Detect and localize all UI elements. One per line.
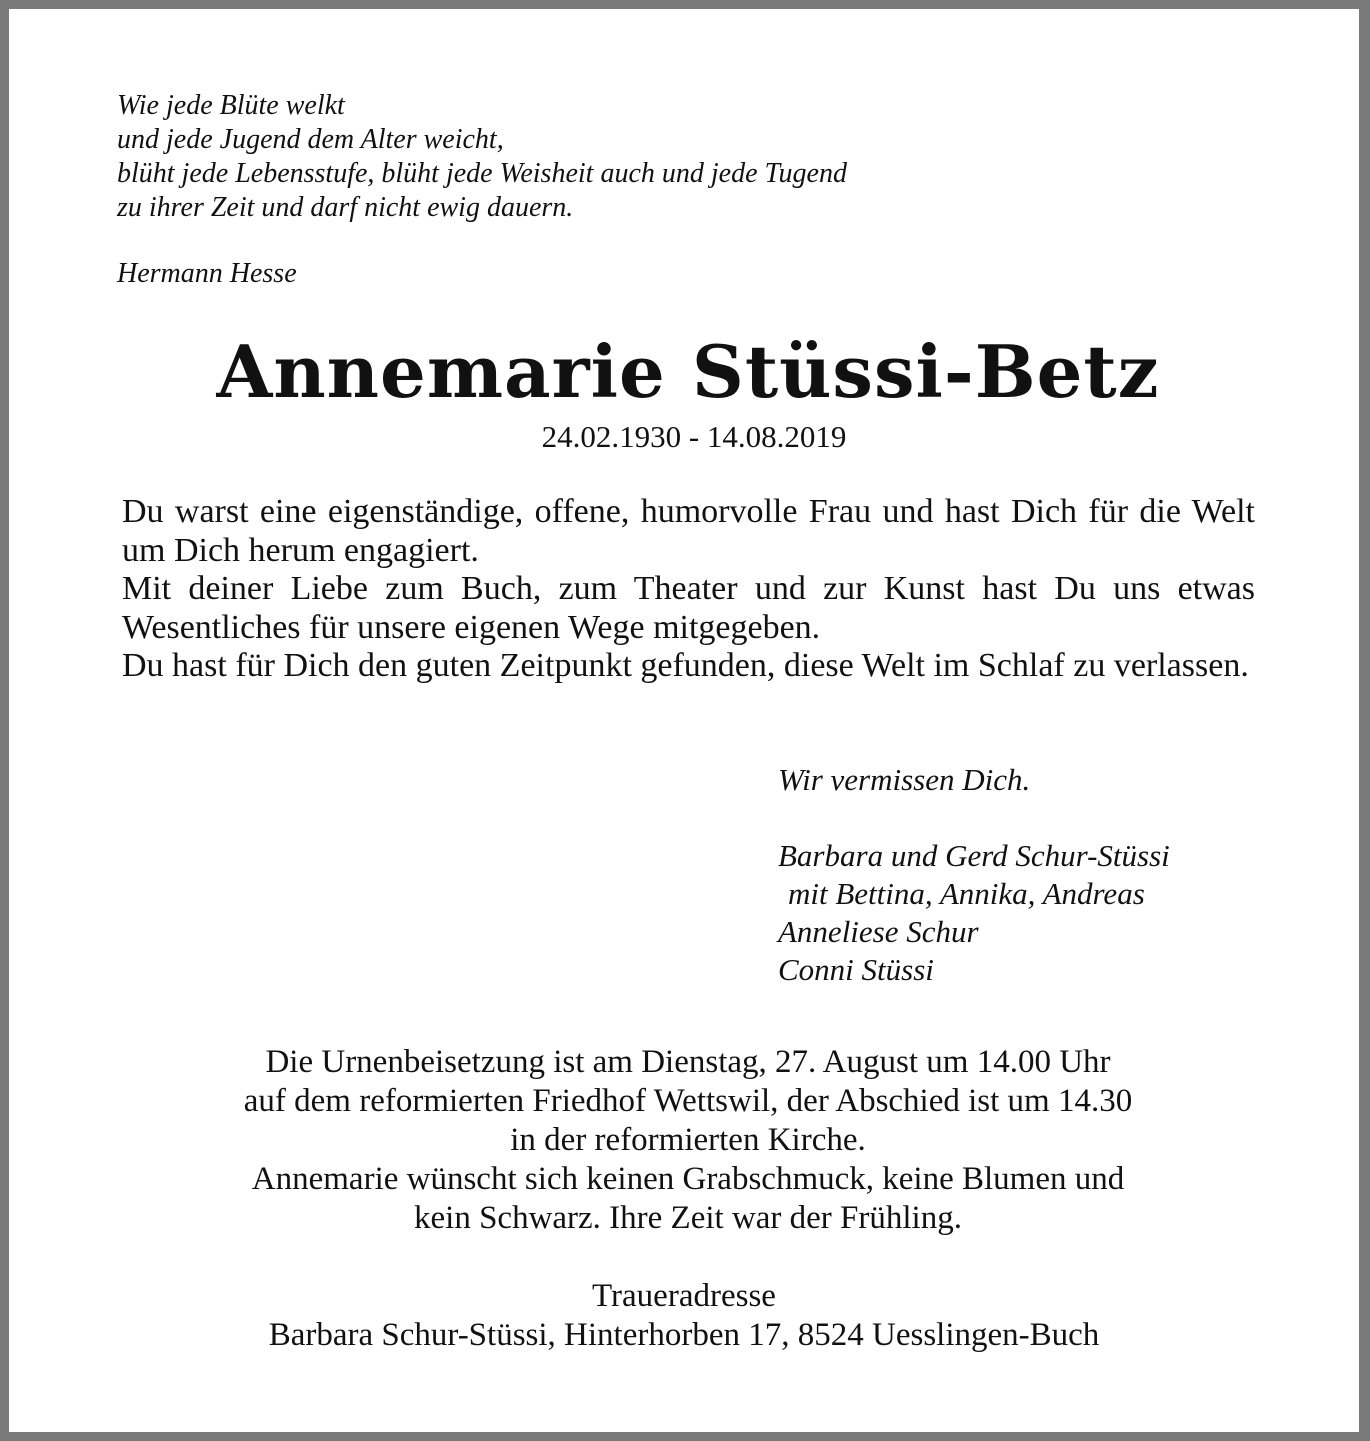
closing-line: Wir vermissen Dich. (778, 762, 1031, 797)
signoff-block (778, 761, 1170, 989)
mourning-address (9, 1277, 1359, 1355)
poem-line: zu ihrer Zeit und darf nicht ewig dauern. (117, 192, 574, 223)
burial-line: in der reformierten Kirche. (510, 1122, 866, 1158)
tribute-text (122, 493, 1255, 686)
burial-notice (9, 1043, 1359, 1238)
address-label: Traueradresse (592, 1278, 776, 1314)
burial-line: Die Urnenbeisetzung ist am Dienstag, 27. August um 14.00 Uhr (265, 1044, 1111, 1080)
tribute-paragraph: Du warst eine eigenständige, offene, humorvolle Frau und hast Dich für die Welt um Dich herum engagiert. (122, 493, 1255, 569)
mourner-name: Conni Stüssi (778, 952, 934, 987)
burial-line: Annemarie wünscht sich keinen Grabschmuck, keine Blumen und (251, 1161, 1125, 1197)
address-value: Barbara Schur-Stüssi, Hinterhorben 17, 8524 Uesslingen-Buch (268, 1317, 1100, 1353)
poem-line: und jede Jugend dem Alter weicht, (117, 124, 504, 155)
poem-author: Hermann Hesse (117, 258, 297, 289)
poem-line: Wie jede Blüte welkt (117, 90, 345, 121)
burial-line: kein Schwarz. Ihre Zeit war der Frühling. (414, 1200, 962, 1236)
life-dates: 24.02.1930 - 14.08.2019 (541, 419, 847, 454)
deceased-name: Annemarie Stüssi-Betz (216, 329, 1160, 414)
tribute-paragraph: Mit deiner Liebe zum Buch, zum Theater und zur Kunst hast Du uns etwas Wesentliches für unsere eigenen Wege mitgegeben. (122, 570, 1255, 646)
poem-line: blüht jede Lebensstufe, blüht jede Weisheit auch und jede Tugend (117, 158, 847, 189)
mourner-name: Anneliese Schur (778, 914, 979, 949)
obituary-page (9, 9, 1359, 1432)
tribute-paragraph: Du hast für Dich den guten Zeitpunkt gefunden, diese Welt im Schlaf zu verlassen. (122, 647, 1249, 684)
poem-quote (117, 89, 847, 225)
mourner-name: mit Bettina, Annika, Andreas (788, 876, 1145, 911)
mourner-name: Barbara und Gerd Schur-Stüssi (778, 838, 1170, 873)
burial-line: auf dem reformierten Friedhof Wettswil, der Abschied ist um 14.30 (243, 1083, 1133, 1119)
